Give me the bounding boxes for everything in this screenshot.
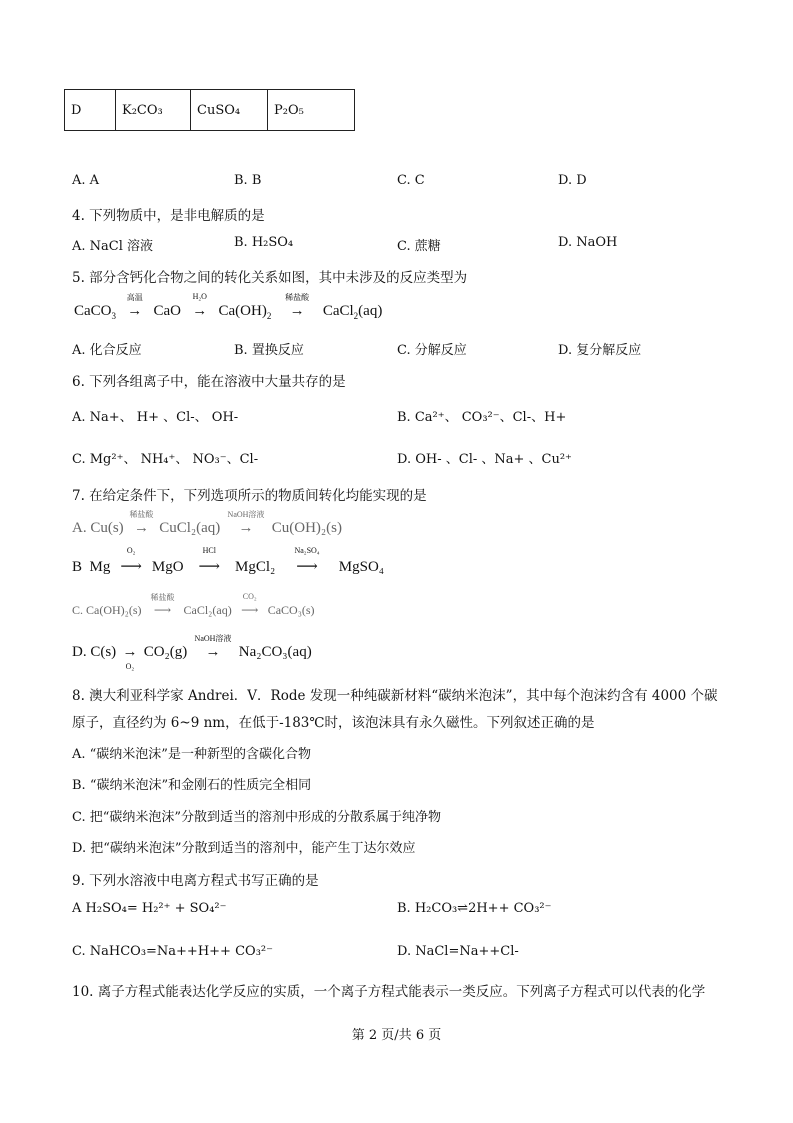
option-d: D. 把“碳纳米泡沫”分散到适当的溶剂中，能产生丁达尔效应 bbox=[72, 841, 416, 856]
option-c: C. 把“碳纳米泡沫”分散到适当的溶剂中形成的分散系属于纯净物 bbox=[72, 810, 442, 825]
option-c: C. C bbox=[397, 173, 425, 188]
question-8-stem-line1: 8. 澳大利亚科学家 Andrei．V．Rode 发现一种纯碳新材料“碳纳米泡沫”，其中每个泡沫约含有 4000 个碳 bbox=[72, 688, 718, 704]
option-a: A. Cu(s) 稀盐酸 → CuCl₂(aq) NaOH溶液 → Cu(OH)₂(s) bbox=[72, 510, 342, 536]
option-c: C. Mg²⁺、 NH₄⁺、 NO₃⁻、Cl- bbox=[72, 452, 259, 467]
question-4-stem: 4. 下列物质中，是非电解质的是 bbox=[72, 208, 265, 224]
reaction-arrow: CO₂ ⟶ bbox=[241, 592, 259, 617]
reaction-arrow: O₂ ⟶ bbox=[120, 546, 142, 575]
option-d: D. C(s) → O₂ CO₂(g) NaOH溶液 → Na₂CO₃(aq) bbox=[72, 634, 312, 671]
table-row bbox=[65, 90, 355, 131]
table-cell: P₂O₅ bbox=[268, 90, 355, 131]
question-7-stem: 7. 在给定条件下，下列选项所示的物质间转化均能实现的是 bbox=[72, 488, 427, 504]
question-5-stem: 5. 部分含钙化合物之间的转化关系如图，其中未涉及的反应类型为 bbox=[72, 270, 468, 286]
species-cao: CaO bbox=[153, 303, 181, 319]
question-10-stem: 10. 离子方程式能表达化学反应的实质，一个离子方程式能表示一类反应。下列离子方程式可以代表的化学 bbox=[72, 984, 706, 1000]
table-cell: D bbox=[65, 90, 116, 131]
question-6-stem: 6. 下列各组离子中，能在溶液中大量共存的是 bbox=[72, 374, 346, 390]
option-c: C. 蔗糖 bbox=[397, 239, 441, 254]
question-9-stem: 9. 下列水溶液中电离方程式书写正确的是 bbox=[72, 873, 319, 889]
reaction-arrow: HCl ⟶ bbox=[198, 546, 221, 575]
option-c: C. 分解反应 bbox=[397, 343, 467, 358]
option-b: B. Ca²⁺、 CO₃²⁻、Cl-、H+ bbox=[397, 410, 567, 425]
option-d: D. NaCl=Na++Cl- bbox=[397, 944, 519, 959]
calcium-conversion-chain bbox=[74, 292, 383, 321]
option-a: A. A bbox=[72, 173, 100, 188]
option-b: B. H₂CO₃⇌2H++ CO₃²⁻ bbox=[397, 901, 552, 916]
table-cell: CuSO₄ bbox=[191, 90, 268, 131]
option-a: A. Na+、 H+ 、Cl-、 OH- bbox=[72, 410, 239, 425]
reaction-arrow: H₂O → bbox=[192, 292, 208, 319]
option-a: A H₂SO₄= H₂²⁺ + SO₄²⁻ bbox=[72, 901, 227, 916]
option-d: D. NaOH bbox=[558, 235, 618, 250]
option-b: B Mg O₂ ⟶ MgO HCl ⟶ MgCl₂ Na₂SO₄ ⟶ MgSO₄ bbox=[72, 546, 385, 575]
reaction-arrow: NaOH溶液 → bbox=[194, 634, 232, 660]
option-d: D. D bbox=[558, 173, 587, 188]
option-d: D. OH- 、Cl- 、Na+ 、Cu²⁺ bbox=[397, 452, 572, 467]
table-cell: K₂CO₃ bbox=[116, 90, 191, 131]
species-caco3: CaCO$_3$ bbox=[74, 303, 116, 321]
option-c: C. Ca(OH)₂(s) 稀盐酸 ⟶ CaCl₂(aq) CO₂ ⟶ CaCO₃(s) bbox=[72, 592, 315, 617]
reaction-arrow: 稀盐酸 → bbox=[129, 510, 154, 536]
reaction-arrow: Na₂SO₄ ⟶ bbox=[294, 546, 320, 575]
option-d: D. 复分解反应 bbox=[558, 343, 642, 358]
species-cacl2: CaCl$_2$(aq) bbox=[322, 303, 383, 321]
option-c: C. NaHCO₃=Na++H++ CO₃²⁻ bbox=[72, 944, 273, 959]
option-b: B. H₂SO₄ bbox=[234, 235, 294, 250]
reaction-arrow: NaOH溶液 → bbox=[227, 510, 265, 536]
option-a: A. 化合反应 bbox=[72, 343, 142, 358]
option-a: A. “碳纳米泡沫”是一种新型的含碳化合物 bbox=[72, 747, 311, 762]
option-b: B. “碳纳米泡沫”和金刚石的性质完全相同 bbox=[72, 778, 312, 793]
reaction-arrow: 稀盐酸 → bbox=[285, 293, 310, 319]
option-b: B. 置换反应 bbox=[234, 343, 304, 358]
option-b: B. B bbox=[234, 173, 262, 188]
option-a: A. NaCl 溶液 bbox=[72, 239, 154, 254]
reaction-arrow: → O₂ bbox=[122, 644, 138, 671]
question-8-stem-line2: 原子，直径约为 6~9 nm，在低于-183℃时，该泡沫具有永久磁性。下列叙述正确的是 bbox=[72, 715, 595, 731]
page-footer: 第 2 页/共 6 页 bbox=[351, 1028, 442, 1043]
reaction-arrow: 高温 → bbox=[126, 293, 143, 319]
answer-table bbox=[64, 89, 355, 131]
reaction-arrow: 稀盐酸 ⟶ bbox=[150, 593, 175, 617]
species-caoh2: $Ca(OH)_2$ bbox=[218, 303, 272, 321]
